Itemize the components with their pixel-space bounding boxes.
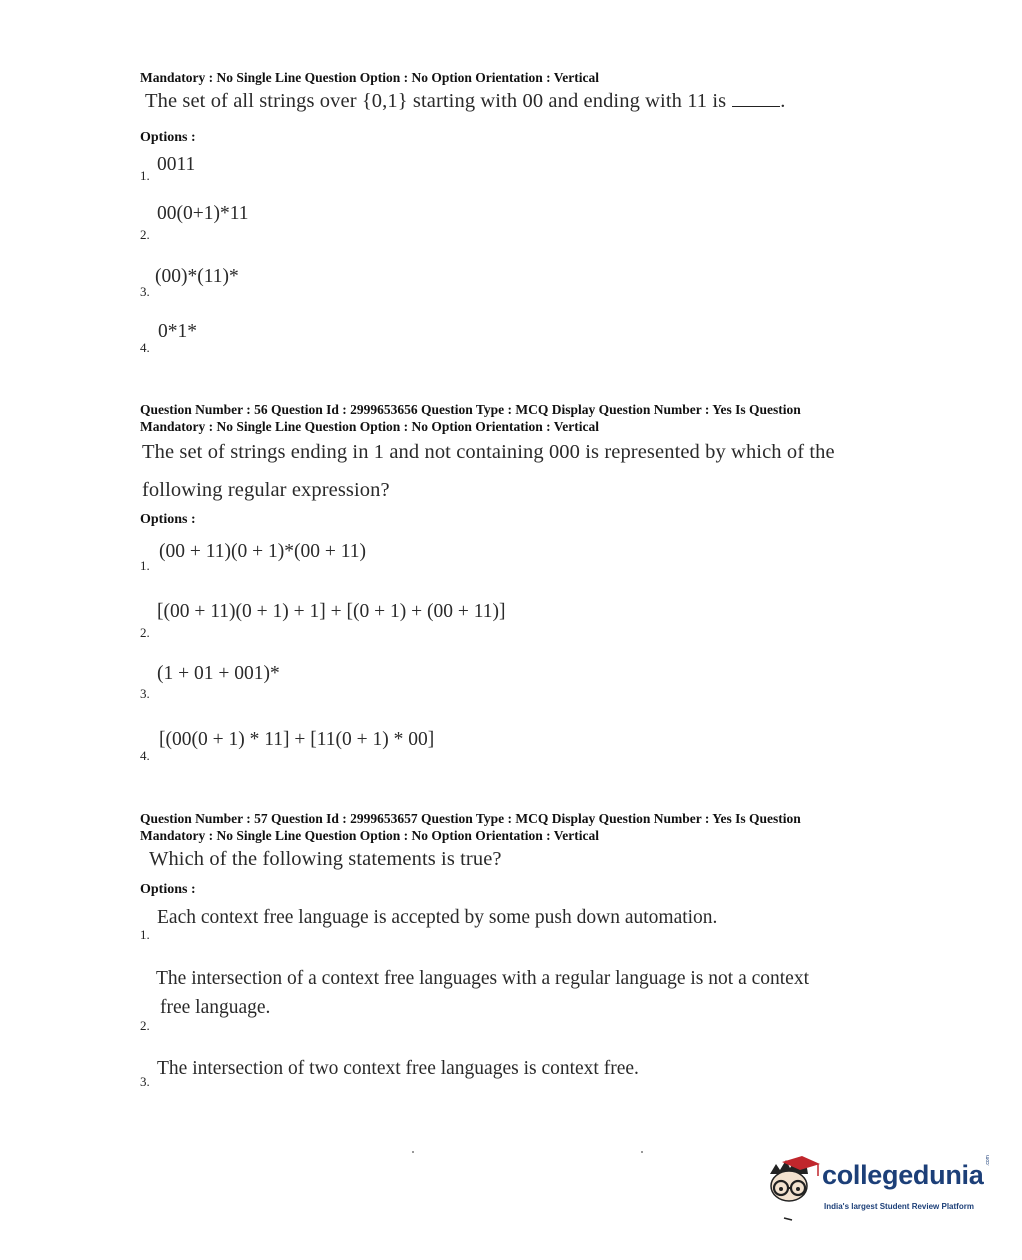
q56-option-3[interactable]: (1 + 01 + 001)* bbox=[157, 663, 280, 684]
q55-option-4-number: 4. bbox=[140, 340, 150, 355]
q56-options-label: Options : bbox=[140, 512, 196, 527]
q56-option-3-number: 3. bbox=[140, 686, 150, 701]
q55-options-label: Options : bbox=[140, 130, 196, 145]
q55-meta: Mandatory : No Single Line Question Option : No Option Orientation : Vertical bbox=[140, 70, 600, 85]
logo-suffix: .com bbox=[985, 1155, 991, 1166]
q57-option-2-line1[interactable]: The intersection of a context free languages with a regular language is not a context bbox=[156, 968, 809, 989]
q56-option-4-number: 4. bbox=[140, 748, 150, 763]
q55-option-1[interactable]: 0011 bbox=[157, 154, 196, 175]
q57-option-1[interactable]: Each context free language is accepted by some push down automation. bbox=[157, 907, 718, 928]
logo-wordmark: collegedunia bbox=[822, 1160, 984, 1190]
q57-option-3-number: 3. bbox=[140, 1074, 150, 1089]
collegedunia-logo[interactable] bbox=[762, 1152, 1002, 1224]
q57-option-1-number: 1. bbox=[140, 927, 150, 942]
q55-option-3-number: 3. bbox=[140, 284, 150, 299]
q56-option-1[interactable]: (00 + 11)(0 + 1)*(00 + 11) bbox=[159, 541, 367, 562]
q55-option-4[interactable]: 0*1* bbox=[158, 321, 197, 342]
scan-mark bbox=[412, 1151, 414, 1153]
q56-question-text-line1: The set of strings ending in 1 and not containing 000 is represented by which of the bbox=[142, 441, 835, 463]
q57-meta: Question Number : 57 Question Id : 2999653657 Question Type : MCQ Display Question Number : Yes Is Question Mandatory : No Single Line Question Option : No Option Orientation : Vertical bbox=[140, 811, 801, 843]
q57-options-label: Options : bbox=[140, 882, 196, 897]
q57-question-text: Which of the following statements is true? bbox=[149, 848, 502, 870]
answer-blank bbox=[732, 92, 780, 107]
q56-meta: Question Number : 56 Question Id : 2999653656 Question Type : MCQ Display Question Number : Yes Is Question Mandatory : No Single Line Question Option : No Option Orientation : Vertical bbox=[140, 402, 801, 434]
q55-option-1-number: 1. bbox=[140, 168, 150, 183]
q56-question-text-line2: following regular expression? bbox=[142, 479, 390, 501]
q56-option-1-number: 1. bbox=[140, 558, 150, 573]
q55-option-2-number: 2. bbox=[140, 227, 150, 242]
q56-option-2[interactable]: [(00 + 11)(0 + 1) + 1] + [(0 + 1) + (00 + 11)] bbox=[157, 601, 506, 622]
q56-option-4[interactable]: [(00(0 + 1) * 11] + [11(0 + 1) * 00] bbox=[159, 729, 435, 750]
q57-option-2-line2[interactable]: free language. bbox=[160, 997, 271, 1018]
logo-tagline: India's largest Student Review Platform bbox=[824, 1202, 974, 1211]
q55-option-3[interactable]: (00)*(11)* bbox=[155, 266, 239, 287]
q55-question-text: The set of all strings over {0,1} starting with 00 and ending with 11 is . bbox=[145, 90, 786, 112]
mascot-icon bbox=[762, 1152, 822, 1224]
q57-option-2-number: 2. bbox=[140, 1018, 150, 1033]
scan-mark bbox=[641, 1151, 643, 1153]
q56-option-2-number: 2. bbox=[140, 625, 150, 640]
q57-option-3[interactable]: The intersection of two context free languages is context free. bbox=[157, 1058, 639, 1079]
q55-option-2[interactable]: 00(0+1)*11 bbox=[157, 203, 249, 224]
